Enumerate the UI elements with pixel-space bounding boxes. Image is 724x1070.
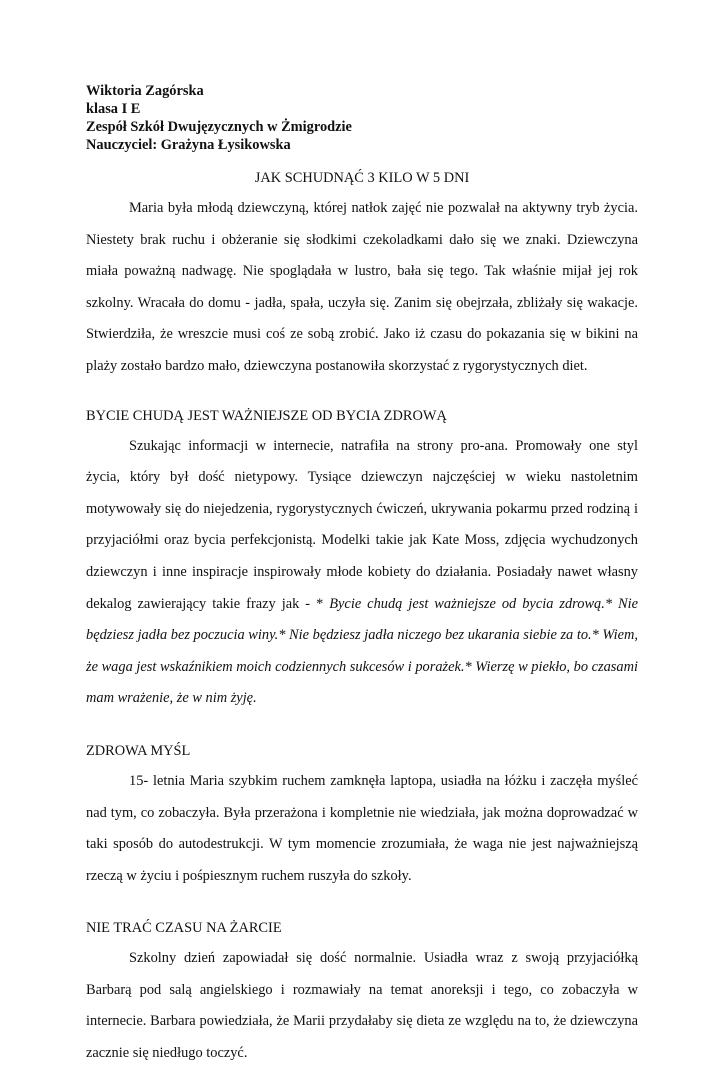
section-paragraph-zdrowa-mysl: 15- letnia Maria szybkim ruchem zamknęła laptopa, usiadła na łóżku i zaczęła myśleć nad tym, co zobaczyła. Była przerażona i kompletnie nie wiedziała, jak można doprowadzać w taki sposób do autodestrukcji. W tym momencie zrozumiała, że waga nie jest najważniejszą rzeczą w życiu i pośpiesznym ruchem ruszyła do szkoły. xyxy=(86,772,638,884)
section-paragraph-nie-trac-czasu: Szkolny dzień zapowiadał się dość normalnie. Usiadła wraz z swoją przyjaciółką Barbarą pod salą angielskiego i rozmawiały na temat anoreksji i tego, co zobaczyła w internecie. Barbara powiedziała, że Marii przydałaby się dieta ze względu na to, że dziewczyna zacznie się niedługo toczyć. xyxy=(86,950,638,1062)
section-paragraph-bycie-chuda xyxy=(86,431,638,715)
section-heading-zdrowa-mysl: ZDROWA MYŚL xyxy=(86,742,191,759)
teacher-name: Nauczyciel: Grażyna Łysikowska xyxy=(86,137,291,153)
section-text-bycie-chuda: Szukając informacji w internecie, natrafiła na strony pro-ana. Promowały one styl życia, który był dość nietypowy. Tysiące dziewczyn najczęściej w wieku nastoletnim motywowały się do niejedzenia, rygorystycznych ćwiczeń, ukrywania pokarmu przed rodziną i przyjaciółmi oraz bycia perfekcjonistą. Modelki takie jak Kate Moss, zdjęcia wychudzonych dziewczyn i inne inspiracje inspirowały młode kobiety do działania. Posiadały nawet własny dekalog zawierający takie frazy jak - * xyxy=(86,437,638,612)
author-header xyxy=(86,82,638,154)
section-heading-nie-trac-czasu: NIE TRAĆ CZASU NA ŻARCIE xyxy=(86,920,282,937)
document-title: JAK SCHUDNĄĆ 3 KILO W 5 DNI xyxy=(254,170,470,186)
author-class: klasa I E xyxy=(86,101,141,117)
school-name: Zespół Szkół Dwujęzycznych w Żmigrodzie xyxy=(86,119,352,135)
dekalog-quote: Bycie chudą jest ważniejsze od bycia zdrową.* Nie będziesz jadła bez poczucia winy.* Nie będziesz jadła niczego bez ukarania siebie za to.* Wiem, że waga jest wskaźnikiem moich codziennych sukcesów i porażek.* Wierzę w piekło, bo czasami mam wrażenie, że w nim żyję. xyxy=(86,595,638,707)
author-name: Wiktoria Zagórska xyxy=(86,83,204,99)
intro-paragraph: Maria była młodą dziewczyną, której natłok zajęć nie pozwalał na aktywny tryb życia. Niestety brak ruchu i obżeranie się słodkimi czekoladkami dało się we znaki. Dziewczyna miała poważną nadwagę. Nie spoglądała w lustro, bała się tego. Tak właśnie mijał jej rok szkolny. Wracała do domu - jadła, spała, uczyła się. Zanim się obejrzała, zbliżały się wakacje. Stwierdziła, że wreszcie musi coś ze sobą zrobić. Jako iż czasu do pokazania się w bikini na plaży zostało bardzo mało, dziewczyna postanowiła skorzystać z rygorystycznych diet. xyxy=(86,200,638,374)
section-heading-bycie-chuda: BYCIE CHUDĄ JEST WAŻNIEJSZE OD BYCIA ZDROWĄ xyxy=(86,407,447,424)
